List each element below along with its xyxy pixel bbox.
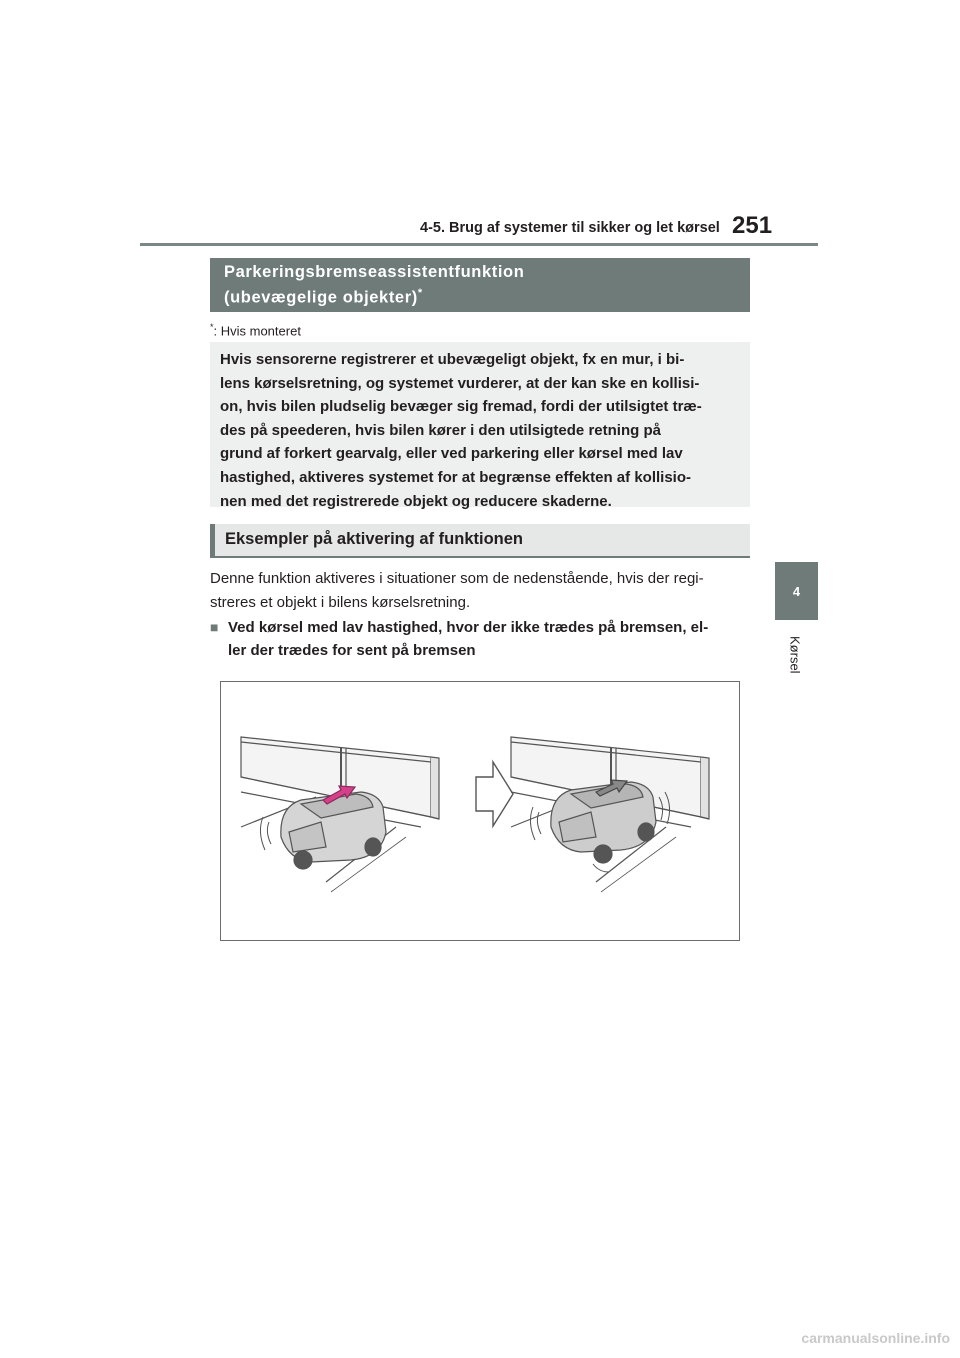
header-divider	[140, 243, 818, 246]
watermark: carmanualsonline.info	[801, 1330, 950, 1346]
section-heading-line2: (ubevægelige objekter)*	[224, 287, 423, 307]
body-paragraph	[210, 567, 755, 615]
intro-line: lens kørselsretning, og systemet vurderer, at der kan ske en kollisi-	[220, 374, 700, 392]
chapter-number: 4	[792, 583, 801, 599]
bullet-item	[210, 616, 755, 662]
section-heading-line1: Parkeringsbremseassistentfunktion	[224, 263, 525, 281]
parking-scenario-illustration	[221, 682, 741, 942]
footnote-mark: *	[210, 322, 214, 332]
chapter-tab	[775, 562, 818, 620]
intro-line: des på speederen, hvis bilen kører i den utilsigtede retning på	[220, 421, 661, 439]
section-heading-parking-brake-assist	[210, 258, 750, 312]
illustration-figure	[220, 681, 740, 941]
intro-line: Hvis sensorerne registrerer et ubevægeligt objekt, fx en mur, i bi-	[220, 351, 685, 368]
footnote	[210, 322, 301, 338]
intro-line: hastighed, aktiveres systemet for at begrænse effekten af kollisio-	[220, 468, 691, 486]
section-heading-examples: Eksempler på aktivering af funktionen	[210, 524, 750, 557]
page-number: 251	[732, 212, 773, 239]
intro-line: nen med det registrerede objekt og reducere skaderne.	[220, 492, 612, 510]
square-bullet-icon: ■	[210, 619, 219, 635]
asterisk-mark: *	[417, 287, 423, 299]
intro-line: grund af forkert gearvalg, eller ved parkering eller kørsel med lav	[220, 445, 683, 463]
body-line: streres et objekt i bilens kørselsretning.	[210, 594, 471, 611]
body-line: Denne funktion aktiveres i situationer som de nedenstående, hvis der regi-	[210, 570, 704, 587]
section-heading-underline	[210, 556, 750, 558]
bullet-line: Ved kørsel med lav hastighed, hvor der ikke trædes på bremsen, el-	[228, 619, 709, 636]
bullet-line: ler der trædes for sent på bremsen	[228, 642, 476, 659]
scene-after	[511, 737, 709, 892]
progression-arrow-icon	[476, 762, 513, 826]
intro-box	[210, 342, 750, 510]
footnote-text: : Hvis monteret	[213, 323, 301, 339]
chapter-label: Kørsel	[787, 636, 803, 674]
running-header: 4-5. Brug af systemer til sikker og let kørsel	[420, 220, 720, 236]
intro-line: on, hvis bilen pludselig bevæger sig fremad, fordi der utilsigtet træ-	[220, 398, 702, 416]
scene-before	[241, 737, 439, 892]
bullet-text	[228, 616, 708, 662]
